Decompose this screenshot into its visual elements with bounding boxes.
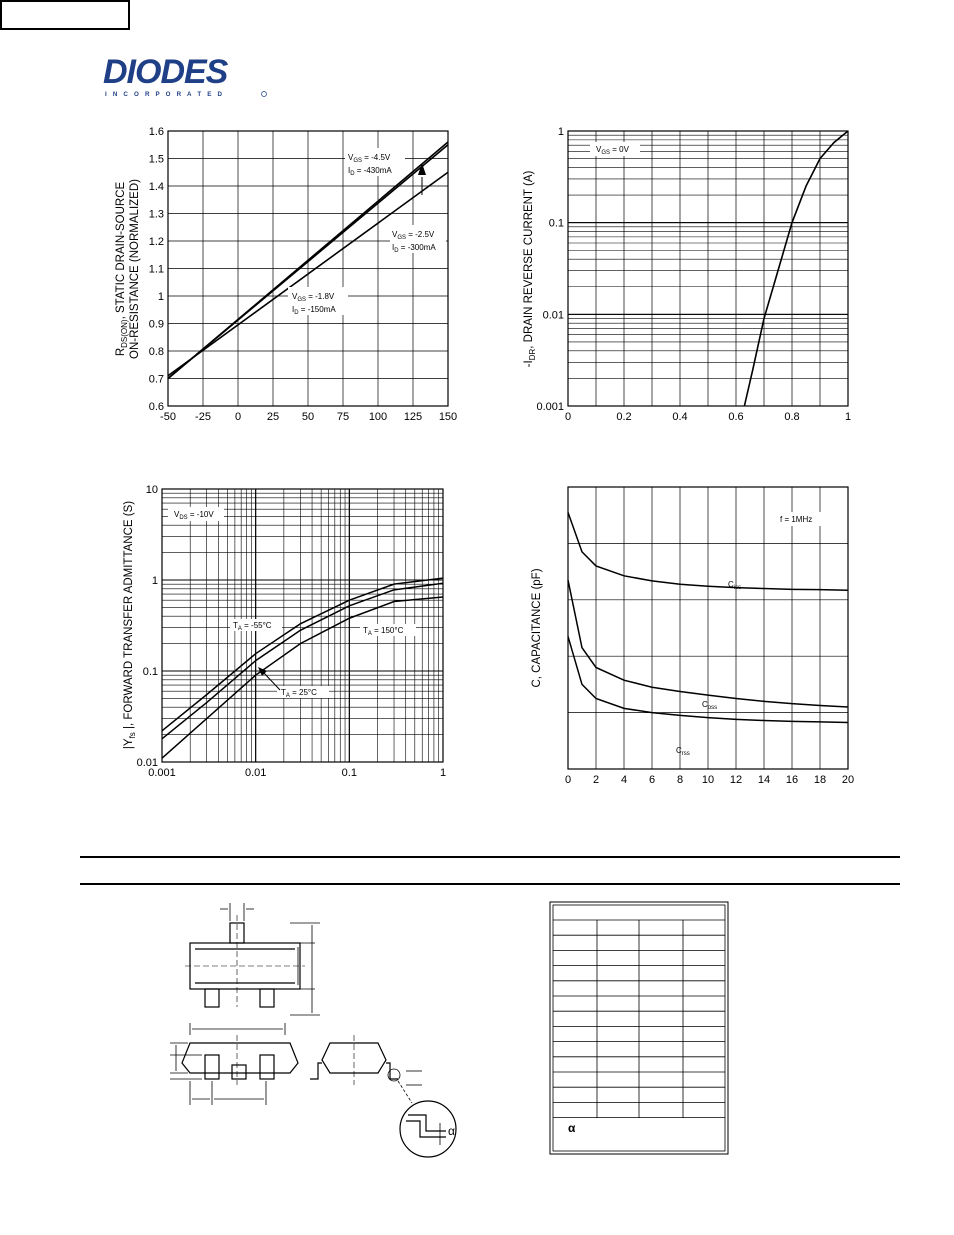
package-body-front-view <box>182 1043 298 1073</box>
c1-xtick: 150 <box>438 411 458 423</box>
c4-xtick: 20 <box>841 774 855 786</box>
chart-idr-vs-vsd <box>500 115 880 435</box>
c2-ytick: 0.01 <box>542 309 564 322</box>
c1-xtick: 0 <box>234 411 242 423</box>
c4-label-crss: $C_{rss}$ <box>676 746 690 757</box>
c1-ytick: 1.1 <box>148 263 164 276</box>
c4-xtick: 4 <box>620 774 628 786</box>
c1-ytick: 0.7 <box>148 373 164 386</box>
c1-xtick: 100 <box>368 411 388 423</box>
c2-ytick: 1 <box>557 126 564 138</box>
c3-xtick: 0.001 <box>148 767 176 779</box>
chart-rdson-vs-temp <box>100 115 480 435</box>
c2-xtick: 0.2 <box>616 411 632 423</box>
c1-ylabel-line2: ON-RESISTANCE (NORMALIZED) <box>129 179 141 359</box>
c3-ytick: 10 <box>145 484 158 496</box>
c1-xtick: -50 <box>160 411 176 423</box>
c3-series-2 <box>162 597 443 758</box>
c1-xtick: 25 <box>266 411 280 423</box>
c2-series-0 <box>744 131 848 406</box>
c2-xtick: 0.6 <box>728 411 744 423</box>
c2-xtick: 0.8 <box>784 411 800 423</box>
c4-label-coss: $C_{oss}$ <box>702 700 718 711</box>
c1-annot-25: $V_{GS} = -2.5V$ <box>392 230 435 241</box>
table-alpha-cell: α <box>568 1121 576 1135</box>
c3-legend: $V_{DS} = -10V$ <box>174 510 214 521</box>
c1-ytick: 0.9 <box>148 318 164 331</box>
c4-legend: f = 1MHz <box>780 515 813 524</box>
c4-xtick: 8 <box>676 774 684 786</box>
section-rule-top <box>80 856 900 858</box>
svg-text:ID = -300mA: $I_D = -300mA$ <box>392 243 436 254</box>
c3-xtick: 0.01 <box>244 767 267 779</box>
alpha-label: α <box>448 1124 455 1138</box>
c1-xtick: 75 <box>336 411 350 423</box>
c4-label-ciss: $C_{iss}$ <box>728 580 742 591</box>
c3-xtick: 0.1 <box>341 767 357 779</box>
c1-xtick: 125 <box>403 411 423 423</box>
logo-tagline: I N C O R P O R A T E D <box>105 91 225 98</box>
c3-annot-m55: $T_A = -55^\circ C$ <box>233 621 272 632</box>
c1-ytick: 0.6 <box>148 401 164 413</box>
c1-ytick: 1.3 <box>148 208 164 221</box>
c4-xtick: 0 <box>564 774 572 786</box>
c2-xtick: 0.4 <box>672 411 688 423</box>
c1-ytick: 1 <box>157 291 164 303</box>
c2-ylabel: $-I_{DR}$, DRAIN REVERSE CURRENT (A) <box>523 170 537 368</box>
dimension-table <box>548 900 730 1156</box>
c1-ytick: 1.6 <box>148 126 164 138</box>
c4-xtick: 16 <box>785 774 799 786</box>
svg-text:ID = -430mA: $I_D = -430mA$ <box>348 166 392 177</box>
c2-xtick: 1 <box>844 411 852 423</box>
c2-legend: $V_{GS} = 0V$ <box>596 145 629 156</box>
c1-ytick: 1.5 <box>148 153 164 166</box>
c4-xtick: 6 <box>648 774 656 786</box>
c1-xtick: 50 <box>301 411 315 423</box>
c1-ytick: 0.8 <box>148 346 164 358</box>
chart-yfs-vs-id <box>100 475 480 795</box>
c4-xtick: 14 <box>757 774 771 786</box>
c1-annot-18: $V_{GS} = -1.8V$ <box>292 292 335 303</box>
c4-ylabel: C, CAPACITANCE (pF) <box>531 568 543 688</box>
c3-annot-150: $T_A = 150^\circ C$ <box>363 626 404 637</box>
c3-xtick: 1 <box>439 767 447 779</box>
package-outline-drawing <box>150 895 480 1165</box>
c1-ylabel-line1: $R_{DS(ON)}$, STATIC DRAIN-SOURCE <box>115 181 129 357</box>
c3-series-1 <box>162 583 443 738</box>
logo-wordmark: DIODES <box>103 53 228 91</box>
c3-ytick: 0.01 <box>136 757 158 769</box>
c1-xtick: -25 <box>195 411 211 423</box>
c4-xtick: 12 <box>729 774 743 786</box>
section-rule-bottom <box>80 883 900 885</box>
svg-text:ID = -150mA: $I_D = -150mA$ <box>292 305 336 316</box>
c2-ytick: 0.001 <box>536 401 564 413</box>
c2-xtick: 0 <box>564 411 572 423</box>
c2-ytick: 0.1 <box>548 217 564 230</box>
diodes-logo <box>103 53 273 103</box>
part-number-box <box>0 0 130 30</box>
c3-ytick: 0.1 <box>142 666 158 678</box>
c3-annot-25: $T_A = 25^\circ C$ <box>281 688 317 699</box>
chart-capacitance-vs-vds <box>500 475 880 795</box>
c1-ytick: 1.4 <box>148 181 164 193</box>
c3-ytick: 1 <box>151 575 158 587</box>
c4-xtick: 2 <box>592 774 600 786</box>
c4-xtick: 18 <box>813 774 827 786</box>
c1-annot-45: $V_{GS} = -4.5V$ <box>348 153 391 164</box>
c3-ylabel: $|Y_{fs}$ |, FORWARD TRANSFER ADMITTANCE (S) <box>123 500 137 750</box>
c4-xtick: 10 <box>701 774 715 786</box>
c1-ytick: 1.2 <box>148 236 164 248</box>
